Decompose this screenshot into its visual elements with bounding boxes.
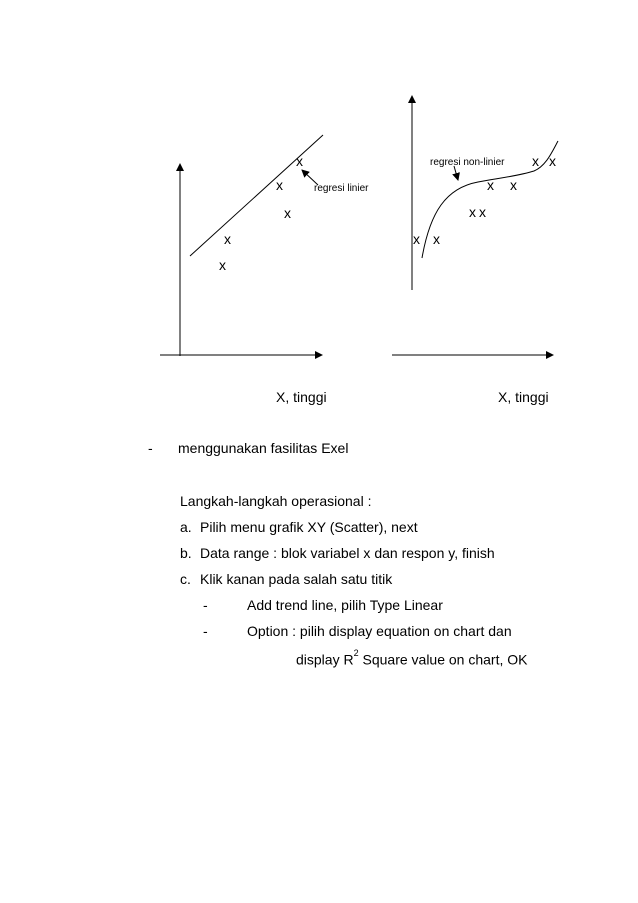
bullet-dash: - <box>148 440 153 456</box>
r-squared-superscript: 2 <box>353 648 359 658</box>
right-x-axis-title: X, tinggi <box>498 389 549 405</box>
continuation-after: Square value on chart, OK <box>358 651 528 668</box>
data-point: x <box>487 177 494 193</box>
data-point: x <box>276 177 283 193</box>
sub-step-text: Add trend line, pilih Type Linear <box>247 597 443 613</box>
data-point: x <box>219 257 226 273</box>
data-point: x <box>479 204 486 220</box>
step-text: Data range : blok variabel x dan respon y, finish <box>200 545 495 561</box>
data-point: x <box>296 153 303 169</box>
data-point: x <box>413 231 420 247</box>
sub-step-marker: - <box>203 623 208 639</box>
bullet-text: menggunakan fasilitas Exel <box>178 440 349 456</box>
nonlinear-annotation-arrow <box>454 166 458 180</box>
continuation-before: display R <box>296 651 354 668</box>
linear-annotation: regresi linier <box>314 183 369 194</box>
step-text: Pilih menu grafik XY (Scatter), next <box>200 519 418 535</box>
linear-regression-diagram <box>160 135 369 356</box>
left-x-axis-title: X, tinggi <box>276 389 327 405</box>
step-marker: a. <box>180 519 192 535</box>
nonlinear-regression-diagram <box>392 96 558 355</box>
step-marker: c. <box>180 571 191 587</box>
data-point: x <box>510 177 517 193</box>
steps-heading: Langkah-langkah operasional : <box>180 493 372 509</box>
nonlinear-annotation: regresi non-linier <box>430 157 505 168</box>
data-point: x <box>532 153 539 169</box>
data-point: x <box>224 231 231 247</box>
data-point: x <box>469 204 476 220</box>
data-point: x <box>284 205 291 221</box>
sub-step-marker: - <box>203 597 208 613</box>
step-text: Klik kanan pada salah satu titik <box>200 571 393 587</box>
sub-step-continuation <box>296 648 528 668</box>
sub-step-text: Option : pilih display equation on chart dan <box>247 623 512 639</box>
step-marker: b. <box>180 545 192 561</box>
linear-regression-line <box>190 135 323 256</box>
data-point: x <box>433 231 440 247</box>
data-point: x <box>549 153 556 169</box>
